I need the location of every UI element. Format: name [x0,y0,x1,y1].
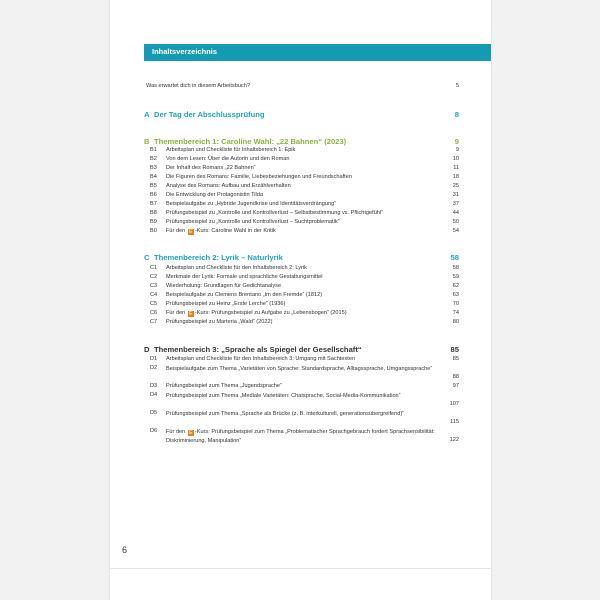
entry-title: Die Figuren des Romans: Familie, Liebesbeziehungen und Freundschaften [166,174,352,180]
section-code: A [144,110,150,119]
entry-page: 37 [452,201,459,207]
entry-page: 88 [452,374,459,380]
toc-entry-b0[interactable] [110,228,491,238]
entry-title [166,228,276,235]
entry-code: D4 [150,392,158,398]
page-number: 6 [122,545,128,555]
footer-rule [110,568,491,569]
e-course-badge: E [189,311,193,317]
entry-code: C7 [150,319,158,325]
entry-page: 74 [452,310,459,316]
section-page: 8 [454,110,459,119]
entry-page: 11 [453,165,459,171]
entry-title: Die Entwicklung der Protagonistin Tilda [166,192,264,198]
section-page: 58 [450,253,459,262]
entry-title-pre: Für den [166,429,186,435]
entry-code: D3 [150,383,158,389]
entry-title [166,428,451,446]
entry-title: Prüfungsbeispiel zu Heinz „Erste Lerche“ (1936) [166,301,286,307]
entry-code: B1 [150,147,157,153]
entry-code: D2 [150,365,158,371]
toc-section-a[interactable] [110,110,491,122]
entry-page: 18 [452,174,459,180]
section-code: D [144,345,150,354]
entry-page: 115 [450,419,459,425]
entry-code: D1 [150,356,158,362]
entry-code: C3 [150,283,158,289]
entry-title: Arbeitsplan und Checkliste für den Inhaltsbereich 3: Umgang mit Sachtexten [166,356,356,362]
toc-entry-intro[interactable] [110,83,491,93]
entry-title: Analyse des Romans: Aufbau und Erzählverhalten [166,183,291,189]
e-course-badge: E [189,229,193,235]
entry-title-post: -Kurs: Caroline Wahl in der Kritik [194,228,276,234]
toc-entry-d6[interactable] [110,428,491,448]
entry-page: 50 [452,219,459,225]
entry-title: Prüfungsbeispiel zu „Kontrolle und Kontrollverlust – Suchtproblematik“ [166,219,340,225]
section-page: 9 [454,137,459,146]
entry-page: 62 [452,283,459,289]
entry-title: Prüfungsbeispiel zum Thema „Mediale Varietäten: Chatsprache, Social-Media-Kommunikation“ [166,393,401,399]
entry-code: B8 [150,210,157,216]
entry-title: Arbeitsplan und Checkliste für Inhaltsbereich 1: Epik [166,147,296,153]
entry-title: Beispielaufgabe zu „Hybride Jugendkrise und Identitätsverdrängung“ [166,201,337,207]
entry-page: 10 [452,156,459,162]
toc-entry-page: 5 [455,83,459,89]
entry-page: 122 [449,437,459,443]
entry-code: D6 [150,428,158,434]
entry-code: B6 [150,192,157,198]
entry-title: Von dem Lesen: Über die Autorin und den Roman [166,156,290,162]
entry-title: Prüfungsbeispiel zum Thema „Sprache als Brücke (z. B. interkulturell, generationsübergreifend)“ [166,411,405,417]
section-code: C [144,253,150,262]
entry-code: B2 [150,156,157,162]
entry-code: B5 [150,183,157,189]
entry-title: Prüfungsbeispiel zu „Kontrolle und Kontrollverlust – Selbstbestimmung vs. Pflichtgefühl“ [166,210,384,216]
entry-page: 63 [452,292,459,298]
entry-title: Beispielaufgabe zum Thema „Varietäten von Sprache: Standardsprache, Alltagssprache, Umgangssprache“ [166,366,433,372]
entry-code: B0 [150,228,157,234]
section-title: Themenbereich 1: Caroline Wahl: „22 Bahnen“ (2023) [154,137,347,146]
entry-page: 54 [452,228,459,234]
entry-page: 107 [449,401,459,407]
section-title: Der Tag der Abschlussprüfung [154,110,265,119]
entry-code: B3 [150,165,157,171]
section-title: Themenbereich 3: „Sprache als Spiegel der Gesellschaft“ [154,345,362,354]
entry-page: 9 [455,147,459,153]
entry-page: 59 [452,274,459,280]
entry-title: Der Inhalt des Romans „22 Bahnen“ [166,165,256,171]
toc-entry-title: Was erwartet dich in diesem Arbeitsbuch? [146,83,250,89]
entry-title-pre: Für den [166,310,186,316]
entry-title-post: -Kurs: Prüfungsbeispiel zum Thema „Problematischer Sprachgebrauch fordert Sprachsensibilität: Diskriminierung, Manipulation“ [166,429,435,444]
entry-title: Arbeitsplan und Checkliste für den Inhaltsbereich 2: Lyrik [166,265,307,271]
section-code: B [144,137,150,146]
toc-section-c[interactable] [110,253,491,265]
entry-page: 80 [452,319,459,325]
entry-code: C2 [150,274,158,280]
toc-entry-c7[interactable] [110,319,491,329]
toc-entry-d4[interactable] [110,392,491,412]
entry-code: B9 [150,219,157,225]
document-page [110,0,491,600]
entry-title-pre: Für den [166,228,186,234]
entry-title [166,310,347,317]
entry-code: C1 [150,265,158,271]
entry-page: 97 [452,383,459,389]
entry-page: 44 [452,210,459,216]
section-title: Themenbereich 2: Lyrik – Naturlyrik [154,253,283,262]
entry-title: Merkmale der Lyrik: Formale und sprachliche Gestaltungsmittel [166,274,323,280]
entry-title: Prüfungsbeispiel zum Thema „Jugendsprache“ [166,383,282,389]
entry-title-post: -Kurs: Prüfungsbeispiel zu Aufgabe zu „Lebensbogen“ (2015) [194,310,347,316]
toc-entry-d5[interactable] [110,410,491,430]
entry-title: Prüfungsbeispiel zu Marteria „Wald“ (2022) [166,319,273,325]
toc-header-title: Inhaltsverzeichnis [152,47,218,56]
entry-code: C5 [150,301,158,307]
toc-header-bar [144,44,491,61]
entry-code: C6 [150,310,158,316]
entry-code: B7 [150,201,157,207]
entry-page: 58 [452,265,459,271]
entry-code: D5 [150,410,158,416]
toc-entry-d2[interactable] [110,365,491,385]
entry-page: 85 [452,356,459,362]
entry-title: Beispielaufgabe zu Clemens Brentano „Im den Fremde“ (1812) [166,292,323,298]
e-course-badge: E [189,430,193,436]
entry-code: C4 [150,292,158,298]
entry-title: Wiederholung: Grundlagen für Gedichtanalyse [166,283,282,289]
entry-page: 25 [452,183,459,189]
entry-page: 31 [452,192,459,198]
entry-page: 70 [452,301,459,307]
entry-code: B4 [150,174,157,180]
section-page: 85 [450,345,459,354]
